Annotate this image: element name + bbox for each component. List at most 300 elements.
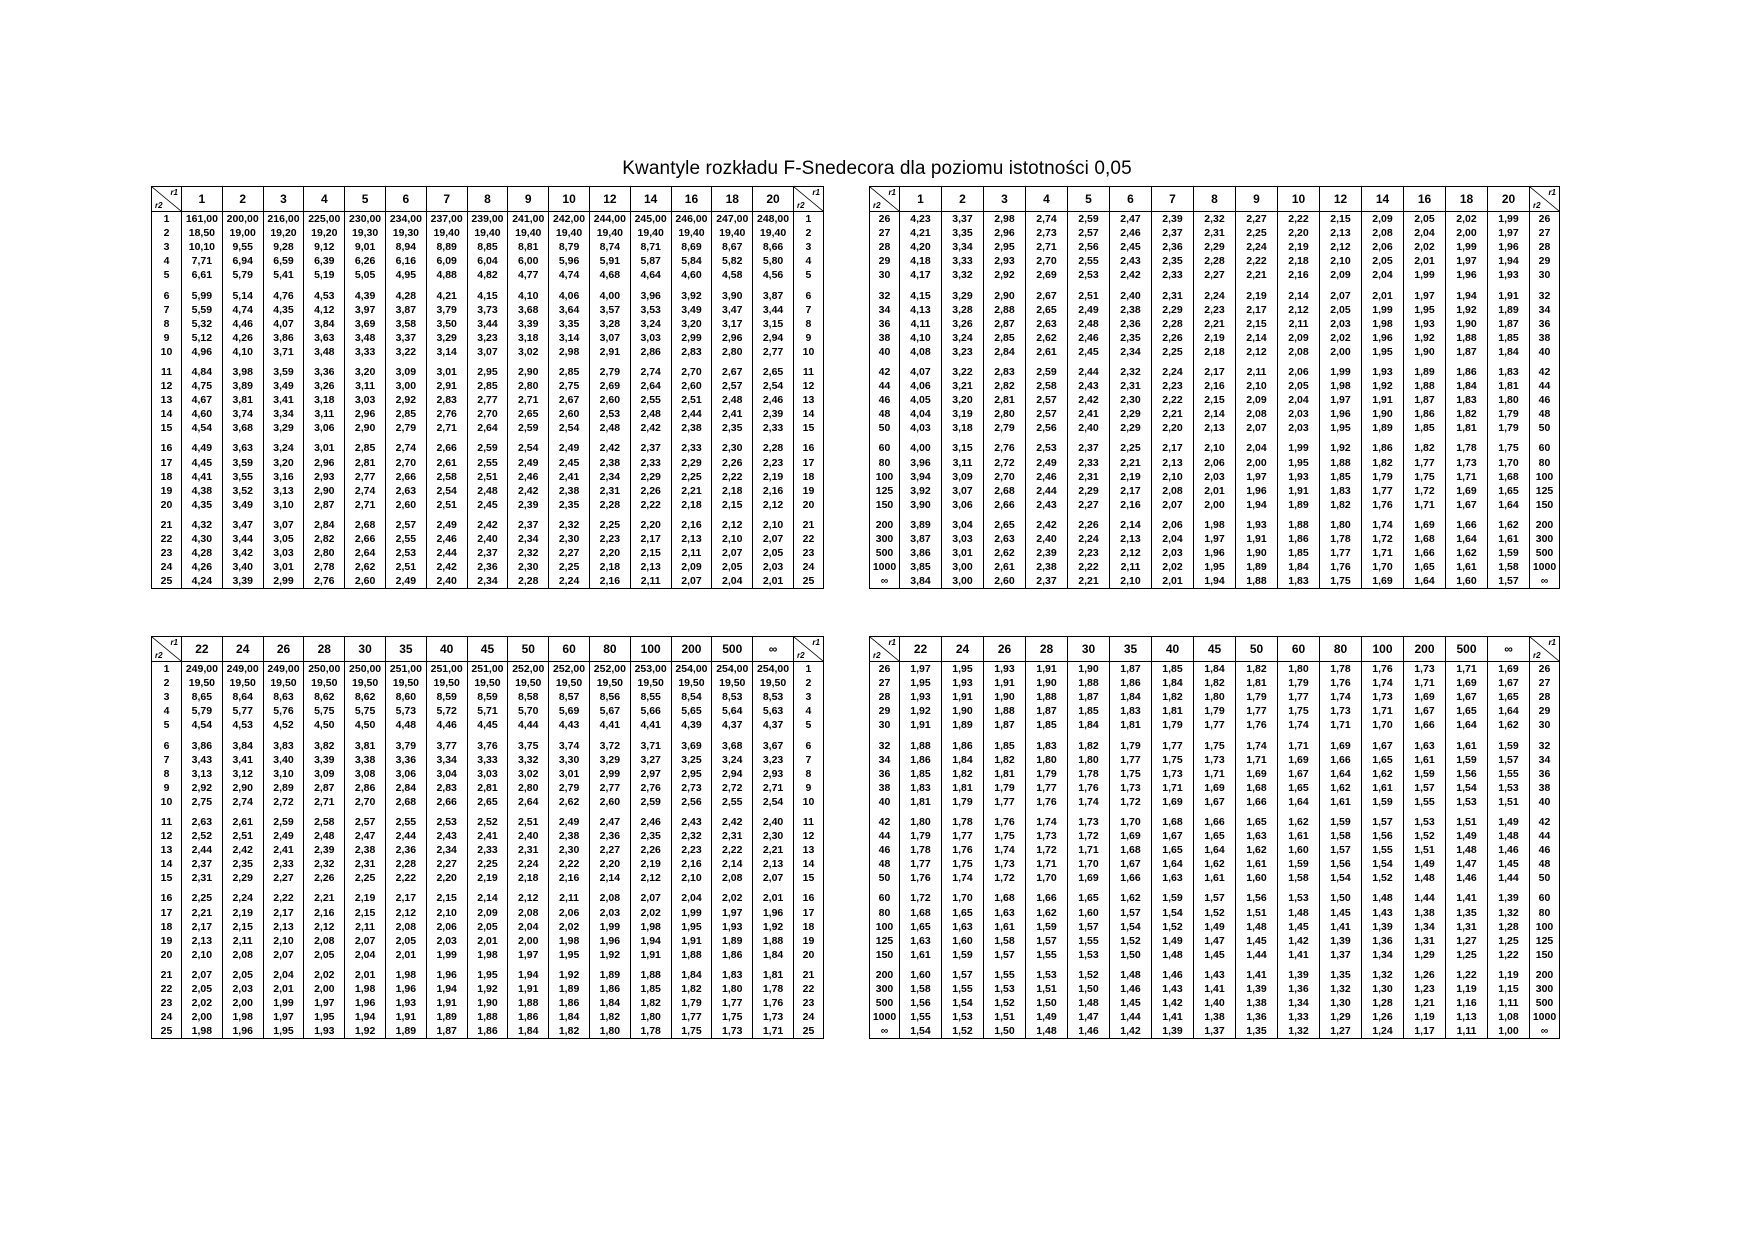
table-cell: 1,88 xyxy=(671,948,712,962)
table-cell: 3,19 xyxy=(942,407,984,421)
table-cell: 1,76 xyxy=(1362,498,1404,512)
table-row xyxy=(152,690,824,704)
table-cell: 2,15 xyxy=(222,920,263,934)
table-cell: 2,46 xyxy=(508,470,549,484)
table-cell: 2,48 xyxy=(712,393,753,407)
table-cell: 2,25 xyxy=(671,470,712,484)
row-label: 44 xyxy=(1530,829,1560,843)
table-cell: 2,07 xyxy=(263,948,304,962)
table-cell: 2,14 xyxy=(1110,512,1152,532)
row-label: 5 xyxy=(793,718,823,732)
table-cell: 1,73 xyxy=(1068,809,1110,829)
table-cell: 2,21 xyxy=(182,906,223,920)
table-cell: 1,41 xyxy=(1278,948,1320,962)
table-cell: 1,71 xyxy=(1446,470,1488,484)
table-cell: 4,54 xyxy=(182,718,223,732)
table-cell: 2,80 xyxy=(304,546,345,560)
table-cell: 250,00 xyxy=(345,662,386,677)
table-cell: 2,26 xyxy=(1152,331,1194,345)
table-cell: 19,50 xyxy=(467,676,508,690)
table-cell: 2,11 xyxy=(549,885,590,905)
table-cell: 3,49 xyxy=(671,303,712,317)
table-cell: 2,21 xyxy=(1068,574,1110,589)
table-cell: 4,32 xyxy=(182,512,223,532)
table-cell: 2,59 xyxy=(1068,212,1110,227)
table-cell: 2,92 xyxy=(182,781,223,795)
table-cell: 1,64 xyxy=(1446,718,1488,732)
row-label: 23 xyxy=(152,996,182,1010)
table-cell: 1,52 xyxy=(1110,934,1152,948)
table-cell: 1,85 xyxy=(1152,662,1194,677)
table-cell: 1,55 xyxy=(942,982,984,996)
table-cell: 2,43 xyxy=(1110,254,1152,268)
table-cell: 1,58 xyxy=(1320,829,1362,843)
table-cell: 2,65 xyxy=(1026,303,1068,317)
table-cell: 2,95 xyxy=(984,240,1026,254)
table-row xyxy=(152,240,824,254)
table-cell: 2,80 xyxy=(984,407,1026,421)
table-row xyxy=(152,704,824,718)
row-label: 1 xyxy=(152,212,182,227)
table-cell: 1,94 xyxy=(1446,282,1488,302)
table-cell: 1,77 xyxy=(1320,546,1362,560)
table-cell: 1,32 xyxy=(1320,982,1362,996)
table-cell: 3,26 xyxy=(304,379,345,393)
table-cell: 1,98 xyxy=(1320,379,1362,393)
table-cell: 1,97 xyxy=(1446,254,1488,268)
r1-label: r1 xyxy=(170,188,178,197)
col-header: 5 xyxy=(1068,187,1110,212)
table-cell: 1,79 xyxy=(1488,421,1530,435)
table-cell: 3,12 xyxy=(222,767,263,781)
table-cell: 1,98 xyxy=(182,1024,223,1039)
table-row xyxy=(152,843,824,857)
col-header: 18 xyxy=(712,187,753,212)
table-cell: 1,97 xyxy=(1194,532,1236,546)
table-cell: 2,22 xyxy=(385,871,426,885)
table-cell: 6,09 xyxy=(426,254,467,268)
row-label: 29 xyxy=(1530,704,1560,718)
table-cell: 2,21 xyxy=(304,885,345,905)
table-cell: 2,33 xyxy=(1152,268,1194,282)
corner-header xyxy=(152,637,182,662)
table-cell: 252,00 xyxy=(589,662,630,677)
table-cell: 4,50 xyxy=(304,718,345,732)
col-header: 200 xyxy=(1404,637,1446,662)
table-cell: 2,18 xyxy=(508,871,549,885)
row-label: 5 xyxy=(152,718,182,732)
table-cell: 1,48 xyxy=(1278,906,1320,920)
table-cell: 2,01 xyxy=(263,982,304,996)
table-cell: 1,86 xyxy=(900,753,942,767)
table-cell: 6,94 xyxy=(222,254,263,268)
r1-label: r1 xyxy=(1548,638,1556,647)
table-cell: 2,02 xyxy=(1446,212,1488,227)
table-cell: 8,69 xyxy=(671,240,712,254)
table-cell: 1,85 xyxy=(1068,704,1110,718)
table-row xyxy=(152,906,824,920)
row-label: ∞ xyxy=(870,1024,900,1039)
table-cell: 1,73 xyxy=(1446,456,1488,470)
table-cell: 1,70 xyxy=(1026,871,1068,885)
table-cell: 1,46 xyxy=(1068,1024,1110,1039)
table-cell: 2,44 xyxy=(671,407,712,421)
table-cell: 1,58 xyxy=(1488,560,1530,574)
table-cell: 1,55 xyxy=(1068,934,1110,948)
table-cell: 1,80 xyxy=(1488,393,1530,407)
table-row xyxy=(870,226,1560,240)
table-cell: 250,00 xyxy=(304,662,345,677)
table-cell: 3,22 xyxy=(942,359,984,379)
table-cell: 1,80 xyxy=(712,982,753,996)
table-cell: 2,74 xyxy=(345,484,386,498)
table-cell: 2,17 xyxy=(1194,359,1236,379)
col-header: 50 xyxy=(508,637,549,662)
row-label: 48 xyxy=(870,407,900,421)
table-cell: 1,63 xyxy=(1152,871,1194,885)
table-cell: 2,57 xyxy=(1026,407,1068,421)
table-cell: 3,67 xyxy=(753,732,794,752)
row-label: 27 xyxy=(1530,676,1560,690)
row-label: 17 xyxy=(793,456,823,470)
table-cell: 3,18 xyxy=(304,393,345,407)
col-header: 20 xyxy=(1488,187,1530,212)
table-cell: 1,84 xyxy=(589,996,630,1010)
table-cell: 1,45 xyxy=(1236,934,1278,948)
table-cell: 1,95 xyxy=(467,962,508,982)
table-cell: 1,25 xyxy=(1488,934,1530,948)
col-header: 3 xyxy=(984,187,1026,212)
table-cell: 1,40 xyxy=(1194,996,1236,1010)
table-cell: 2,55 xyxy=(712,795,753,809)
table-cell: 1,30 xyxy=(1362,982,1404,996)
table-cell: 2,25 xyxy=(589,512,630,532)
table-cell: 2,82 xyxy=(984,379,1026,393)
table-cell: 2,80 xyxy=(508,781,549,795)
col-header: ∞ xyxy=(1488,637,1530,662)
table-cell: 2,90 xyxy=(984,282,1026,302)
row-label: 28 xyxy=(1530,690,1560,704)
table-cell: 1,41 xyxy=(1194,982,1236,996)
table-cell: 2,98 xyxy=(549,345,590,359)
table-cell: 1,96 xyxy=(1488,240,1530,254)
table-cell: 2,47 xyxy=(345,829,386,843)
table-cell: 1,81 xyxy=(1446,421,1488,435)
table-cell: 1,88 xyxy=(467,1010,508,1024)
table-cell: 1,50 xyxy=(1110,948,1152,962)
table-cell: 4,67 xyxy=(182,393,223,407)
table-cell: 4,56 xyxy=(753,268,794,282)
table-cell: 8,79 xyxy=(549,240,590,254)
table-cell: 1,93 xyxy=(1488,268,1530,282)
table-cell: 2,13 xyxy=(263,920,304,934)
table-cell: 2,89 xyxy=(263,781,304,795)
table-cell: 2,71 xyxy=(304,795,345,809)
table-cell: 1,91 xyxy=(984,676,1026,690)
table-cell: 1,67 xyxy=(1404,704,1446,718)
table-cell: 1,86 xyxy=(589,982,630,996)
table-cell: 2,49 xyxy=(385,574,426,589)
table-cell: 1,48 xyxy=(1362,885,1404,905)
table-cell: 19,40 xyxy=(589,226,630,240)
table-row xyxy=(152,1010,824,1024)
table-cell: 2,91 xyxy=(426,379,467,393)
table-cell: 2,97 xyxy=(630,767,671,781)
table-cell: 251,00 xyxy=(426,662,467,677)
table-cell: 1,45 xyxy=(1110,996,1152,1010)
table-cell: 2,67 xyxy=(549,393,590,407)
row-label: 32 xyxy=(870,282,900,302)
row-label: 22 xyxy=(793,532,823,546)
table-cell: 19,40 xyxy=(426,226,467,240)
table-cell: 3,69 xyxy=(671,732,712,752)
table-cell: 1,69 xyxy=(1152,795,1194,809)
table-cell: 2,60 xyxy=(549,407,590,421)
table-cell: 2,02 xyxy=(712,885,753,905)
table-cell: 1,54 xyxy=(1446,781,1488,795)
table-cell: 3,06 xyxy=(304,421,345,435)
table-cell: 2,15 xyxy=(426,885,467,905)
row-label: 15 xyxy=(793,421,823,435)
table-cell: 3,15 xyxy=(753,317,794,331)
table-cell: 1,92 xyxy=(589,948,630,962)
table-cell: 2,27 xyxy=(263,871,304,885)
table-cell: 3,07 xyxy=(942,484,984,498)
row-label: 26 xyxy=(870,662,900,677)
table-cell: 2,36 xyxy=(1152,240,1194,254)
table-cell: 2,77 xyxy=(589,781,630,795)
table-cell: 2,35 xyxy=(630,829,671,843)
table-cell: 2,76 xyxy=(984,435,1026,455)
table-cell: 1,95 xyxy=(549,948,590,962)
table-cell: 2,67 xyxy=(1026,282,1068,302)
row-label: 7 xyxy=(152,753,182,767)
table-cell: 2,54 xyxy=(753,379,794,393)
table-cell: 3,13 xyxy=(182,767,223,781)
table-cell: 8,85 xyxy=(467,240,508,254)
table-cell: 2,46 xyxy=(426,532,467,546)
table-cell: 1,96 xyxy=(222,1024,263,1039)
row-label: 25 xyxy=(152,574,182,589)
table-row xyxy=(152,829,824,843)
table-cell: 2,46 xyxy=(1110,226,1152,240)
table-cell: 1,85 xyxy=(630,982,671,996)
table-cell: 2,22 xyxy=(712,470,753,484)
table-cell: 2,76 xyxy=(304,574,345,589)
table-cell: 1,75 xyxy=(1152,753,1194,767)
table-cell: 2,08 xyxy=(1278,345,1320,359)
table-cell: 1,53 xyxy=(1026,962,1068,982)
table-cell: 2,01 xyxy=(1362,282,1404,302)
table-cell: 2,08 xyxy=(508,906,549,920)
table-cell: 1,95 xyxy=(304,1010,345,1024)
table-cell: 254,00 xyxy=(712,662,753,677)
table-cell: 2,17 xyxy=(263,906,304,920)
table-cell: 2,09 xyxy=(671,560,712,574)
table-cell: 9,55 xyxy=(222,240,263,254)
table-cell: 1,59 xyxy=(1152,885,1194,905)
col-header: 4 xyxy=(1026,187,1068,212)
table-cell: 1,89 xyxy=(1404,359,1446,379)
table-cell: 2,08 xyxy=(1362,226,1404,240)
table-cell: 2,60 xyxy=(589,393,630,407)
table-cell: 3,85 xyxy=(900,560,942,574)
table-cell: 1,57 xyxy=(1404,781,1446,795)
table-cell: 1,99 xyxy=(1488,212,1530,227)
table-row xyxy=(152,871,824,885)
table-row xyxy=(152,379,824,393)
table-cell: 2,40 xyxy=(1110,282,1152,302)
row-label: 19 xyxy=(152,484,182,498)
table-row xyxy=(152,254,824,268)
table-cell: 8,56 xyxy=(589,690,630,704)
table-row xyxy=(870,732,1560,752)
col-header: 28 xyxy=(1026,637,1068,662)
table-row xyxy=(152,795,824,809)
table-cell: 2,38 xyxy=(671,421,712,435)
table-cell: 2,30 xyxy=(712,435,753,455)
table-cell: 2,42 xyxy=(589,435,630,455)
table-cell: 2,08 xyxy=(222,948,263,962)
table-cell: 2,00 xyxy=(304,982,345,996)
row-label: 3 xyxy=(152,240,182,254)
table-cell: 1,78 xyxy=(1320,662,1362,677)
table-cell: 2,68 xyxy=(385,795,426,809)
row-label: 23 xyxy=(793,546,823,560)
table-cell: 2,14 xyxy=(1278,282,1320,302)
table-cell: 4,64 xyxy=(630,268,671,282)
table-cell: 1,80 xyxy=(1026,753,1068,767)
table-cell: 1,92 xyxy=(467,982,508,996)
table-cell: 2,73 xyxy=(1026,226,1068,240)
table-cell: 19,20 xyxy=(304,226,345,240)
table-cell: 6,61 xyxy=(182,268,223,282)
table-cell: 1,38 xyxy=(1236,996,1278,1010)
table-cell: 5,91 xyxy=(589,254,630,268)
col-header: 30 xyxy=(345,637,386,662)
table-cell: 2,17 xyxy=(385,885,426,905)
row-label: 24 xyxy=(793,1010,823,1024)
row-label: 50 xyxy=(1530,871,1560,885)
table-row xyxy=(152,781,824,795)
table-cell: 2,44 xyxy=(182,843,223,857)
table-cell: 1,86 xyxy=(1110,676,1152,690)
table-cell: 1,78 xyxy=(1320,532,1362,546)
table-cell: 1,44 xyxy=(1236,948,1278,962)
table-cell: 2,42 xyxy=(1068,393,1110,407)
table-cell: 2,86 xyxy=(345,781,386,795)
table-cell: 2,21 xyxy=(1194,317,1236,331)
row-label: 1000 xyxy=(1530,560,1560,574)
table-cell: 19,50 xyxy=(385,676,426,690)
table-cell: 2,27 xyxy=(1194,268,1236,282)
table-cell: 1,57 xyxy=(1194,885,1236,905)
table-cell: 1,45 xyxy=(1278,920,1320,934)
table-cell: 3,23 xyxy=(942,345,984,359)
table-cell: 1,71 xyxy=(1404,498,1446,512)
row-label: 15 xyxy=(152,871,182,885)
table-cell: 248,00 xyxy=(753,212,794,227)
table-cell: 1,82 xyxy=(1152,690,1194,704)
col-header: 26 xyxy=(263,637,304,662)
table-cell: 1,78 xyxy=(630,1024,671,1039)
table-cell: 3,79 xyxy=(426,303,467,317)
table-cell: 1,32 xyxy=(1488,906,1530,920)
table-cell: 1,71 xyxy=(1152,781,1194,795)
table-cell: 2,46 xyxy=(753,393,794,407)
table-cell: 1,51 xyxy=(984,1010,1026,1024)
table-cell: 2,43 xyxy=(426,829,467,843)
table-row xyxy=(870,456,1560,470)
table-cell: 2,90 xyxy=(508,359,549,379)
table-cell: 2,42 xyxy=(712,809,753,829)
table-row xyxy=(870,871,1560,885)
table-cell: 3,84 xyxy=(304,317,345,331)
table-cell: 2,60 xyxy=(984,574,1026,589)
table-cell: 3,92 xyxy=(900,484,942,498)
table-cell: 1,74 xyxy=(984,843,1026,857)
row-label: 44 xyxy=(870,379,900,393)
table-cell: 19,50 xyxy=(671,676,712,690)
table-cell: 2,49 xyxy=(508,456,549,470)
table-cell: 1,58 xyxy=(984,934,1026,948)
table-cell: 2,36 xyxy=(385,843,426,857)
r1-label: r1 xyxy=(812,188,820,197)
table-cell: 2,56 xyxy=(671,795,712,809)
table-cell: 2,17 xyxy=(182,920,223,934)
table-row xyxy=(870,421,1560,435)
table-cell: 4,24 xyxy=(182,574,223,589)
table-cell: 1,11 xyxy=(1488,996,1530,1010)
table-cell: 1,66 xyxy=(1110,871,1152,885)
table-cell: 3,29 xyxy=(263,421,304,435)
row-label: 6 xyxy=(793,732,823,752)
table-cell: 1,71 xyxy=(1026,857,1068,871)
table-cell: 2,58 xyxy=(1026,379,1068,393)
table-cell: 2,12 xyxy=(385,906,426,920)
table-cell: 2,04 xyxy=(345,948,386,962)
table-cell: 2,77 xyxy=(467,393,508,407)
table-row xyxy=(870,982,1560,996)
table-row xyxy=(152,809,824,829)
table-cell: 4,53 xyxy=(222,718,263,732)
row-label: 10 xyxy=(793,795,823,809)
table-cell: 19,40 xyxy=(671,226,712,240)
table-cell: 1,19 xyxy=(1446,982,1488,996)
table-cell: 1,96 xyxy=(1362,331,1404,345)
table-cell: 1,59 xyxy=(1488,546,1530,560)
table-cell: 2,33 xyxy=(753,421,794,435)
table-cell: 2,05 xyxy=(222,962,263,982)
table-cell: 1,91 xyxy=(426,996,467,1010)
col-header: 14 xyxy=(630,187,671,212)
table-cell: 1,53 xyxy=(1068,948,1110,962)
table-cell: 1,93 xyxy=(900,690,942,704)
row-label: 5 xyxy=(152,268,182,282)
table-cell: 3,35 xyxy=(549,317,590,331)
table-row xyxy=(152,345,824,359)
table-cell: 1,84 xyxy=(549,1010,590,1024)
table-cell: 2,10 xyxy=(712,532,753,546)
table-cell: 2,21 xyxy=(1236,268,1278,282)
table-cell: 2,29 xyxy=(1194,240,1236,254)
table-cell: 2,28 xyxy=(589,498,630,512)
table-cell: 2,29 xyxy=(1110,407,1152,421)
table-cell: 1,98 xyxy=(345,982,386,996)
table-row xyxy=(152,331,824,345)
table-cell: 1,65 xyxy=(900,920,942,934)
table-cell: 5,66 xyxy=(630,704,671,718)
